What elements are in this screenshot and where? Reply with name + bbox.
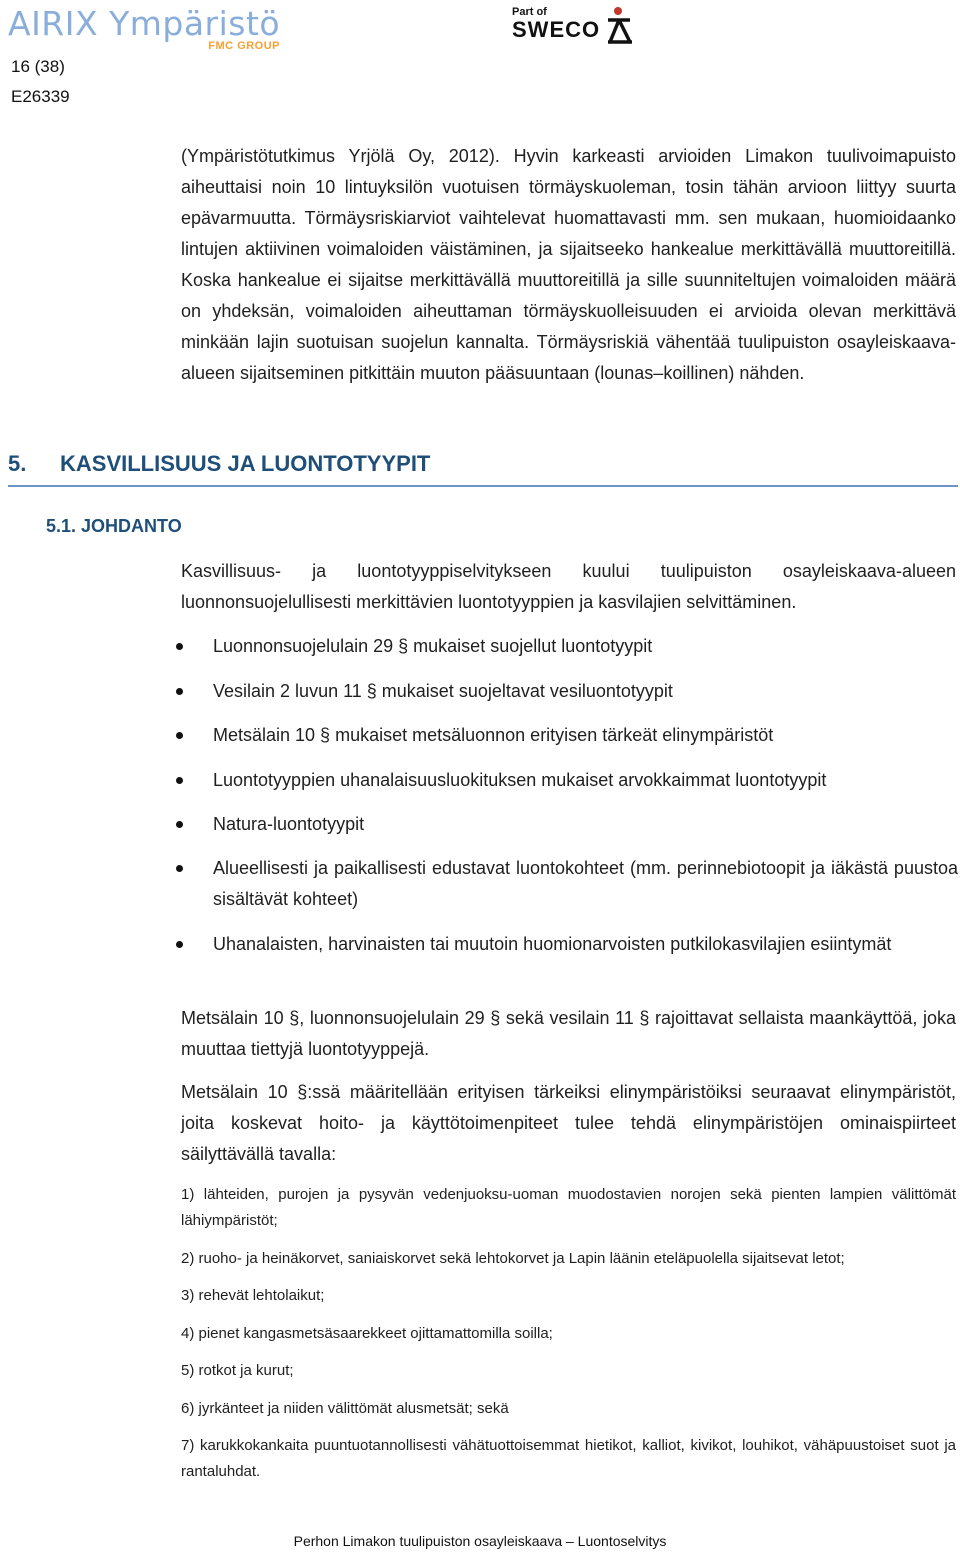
list-item: Metsälain 10 § mukaiset metsäluonnon erityisen tärkeät elinympäristöt <box>213 720 958 751</box>
numbered-item: 2) ruoho- ja heinäkorvet, saniaiskorvet sekä lehtokorvet ja Lapin läänin eteläpuolella sijaitsevat letot; <box>181 1250 845 1267</box>
sweco-partof-text: Part of <box>512 6 547 18</box>
lead-paragraph: Kasvillisuus- ja luontotyyppiselvitykseen kuului tuulipuiston osayleiskaava-alueen luonnonsuojelullisesti merkittävien luontotyyppien ja kasvilajien selvittäminen. <box>181 561 956 612</box>
list-item: Alueellisesti ja paikallisesti edustavat luontokohteet (mm. perinnebiotoopit ja iäkästä puustoa sisältävät kohteet) <box>213 853 958 915</box>
airix-logo-subtext: FMC GROUP <box>208 40 280 52</box>
paragraph-forest-act: Metsälain 10 §, luonnonsuojelulain 29 § sekä vesilain 11 § rajoittavat sellaista maankäyttöä, joka muuttaa tiettyjä luontotyyppejä. <box>181 1008 956 1059</box>
numbered-item: 3) rehevät lehtolaikut; <box>181 1287 325 1304</box>
list-item: Luonnonsuojelulain 29 § mukaiset suojellut luontotyypit <box>213 631 958 662</box>
page-number: 16 (38) <box>11 57 65 76</box>
numbered-item: 4) pienet kangasmetsäsaarekkeet ojittamattomilla soilla; <box>181 1325 553 1342</box>
page-footer: Perhon Limakon tuulipuiston osayleiskaava – Luontoselvitys <box>293 1533 667 1549</box>
sweco-figure-icon <box>604 6 636 46</box>
list-item: Luontotyyppien uhanalaisuusluokituksen mukaiset arvokkaimmat luontotyypit <box>213 765 958 796</box>
bullet-icon <box>176 732 183 739</box>
paragraph-habitats-intro: Metsälain 10 §:ssä määritellään erityisen tärkeiksi elinympäristöiksi seuraavat elinympäristöt, joita koskevat hoito- ja käyttötoimenpiteet tulee tehdä elinympäristöjen ominaispiirteet säilyttävällä tavalla: <box>181 1082 956 1164</box>
bullet-icon <box>176 688 183 695</box>
sweco-brand-text: SWECO <box>512 17 601 42</box>
numbered-item: 5) rotkot ja kurut; <box>181 1362 294 1379</box>
list-item: Uhanalaisten, harvinaisten tai muutoin huomionarvoisten putkilokasvilajien esiintymät <box>213 929 958 960</box>
bullet-icon <box>176 941 183 948</box>
list-item: Vesilain 2 luvun 11 § mukaiset suojeltavat vesiluontotyypit <box>213 676 958 707</box>
bullet-icon <box>176 777 183 784</box>
subsection-heading: 5.1. JOHDANTO <box>46 516 182 536</box>
airix-logo-text: AIRIX Ympäristö <box>8 4 281 43</box>
numbered-item: 1) lähteiden, purojen ja pysyvän vedenjuoksu-uoman muodostavien norojen sekä pienten lampien välittömät lähiympäristöt; <box>181 1186 956 1229</box>
bullet-icon <box>176 643 183 650</box>
list-item: Natura-luontotyypit <box>213 809 958 840</box>
airix-logo <box>8 6 300 54</box>
section-number: 5. <box>8 451 27 476</box>
sweco-logo <box>512 6 652 46</box>
section-heading <box>8 451 958 487</box>
numbered-item: 7) karukkokankaita puuntuotannollisesti vähätuottoisemmat hietikot, kalliot, kivikot, louhikot, vähäpuustoiset suot ja rantaluhdat. <box>181 1437 956 1480</box>
document-id: E26339 <box>11 87 70 106</box>
numbered-item: 6) jyrkänteet ja niiden välittömät alusmetsät; sekä <box>181 1400 509 1417</box>
intro-paragraph: (Ympäristötutkimus Yrjölä Oy, 2012). Hyvin karkeasti arvioiden Limakon tuulivoimapuisto aiheuttaisi noin 10 lintuyksilön vuotuisen törmäyskuoleman, tosin tähän arvioon liittyy suurta epävarmuutta. Törmäysriskiarviot vaihtelevat huomattavasti mm. sen mukaan, huomioidaanko lintujen aktiivinen voimaloiden väistäminen, ja sijaitseeko hankealue merkittävällä muuttoreitillä. Koska hankealue ei sijaitse merkittävällä muuttoreitillä ja sille suunniteltujen voimaloiden määrä on yhdeksän, voimaloiden aiheuttaman törmäyskuolleisuuden ei arvioida olevan merkittävä minkään lajin suotuisan suojelun kannalta. Törmäysriskiä vähentää tuulipuiston osayleiskaava-alueen sijaitseminen pitkittäin muuton pääsuuntaan (lounas–koillinen) nähden. <box>181 146 956 383</box>
bullet-icon <box>176 865 183 872</box>
section-title: KASVILLISUUS JA LUONTOTYYPIT <box>60 451 431 476</box>
bullet-icon <box>176 821 183 828</box>
